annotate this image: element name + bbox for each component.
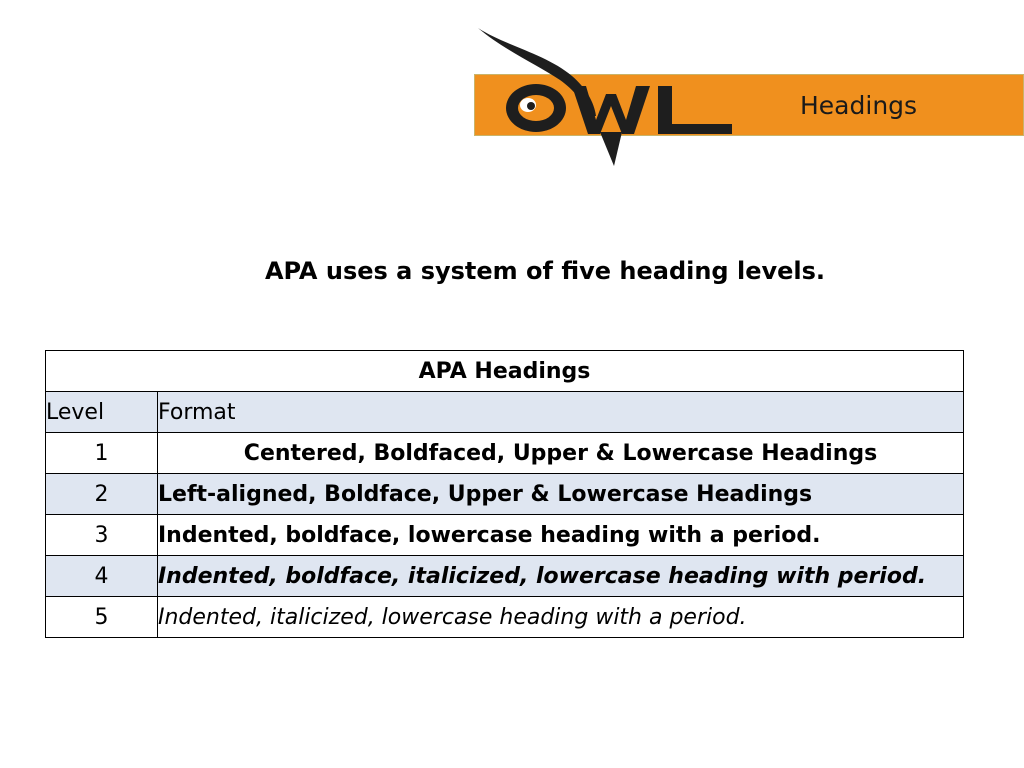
level-column-header: Level bbox=[46, 392, 158, 433]
format-cell: Centered, Boldfaced, Upper & Lowercase Headings bbox=[158, 433, 964, 474]
apa-headings-table bbox=[45, 350, 964, 638]
format-cell: Indented, boldface, italicized, lowercase heading with period. bbox=[158, 556, 964, 597]
table-header-row bbox=[46, 392, 964, 433]
level-cell: 4 bbox=[46, 556, 158, 597]
table-row bbox=[46, 597, 964, 638]
slide-title: Headings bbox=[800, 91, 918, 120]
table-caption: APA Headings bbox=[46, 351, 964, 392]
level-cell: 1 bbox=[46, 433, 158, 474]
format-cell: Left-aligned, Boldface, Upper & Lowercase Headings bbox=[158, 474, 964, 515]
table-row bbox=[46, 515, 964, 556]
level-cell: 5 bbox=[46, 597, 158, 638]
table-row bbox=[46, 433, 964, 474]
table-caption-row bbox=[46, 351, 964, 392]
table-row bbox=[46, 474, 964, 515]
level-cell: 2 bbox=[46, 474, 158, 515]
format-cell: Indented, boldface, lowercase heading with a period. bbox=[158, 515, 964, 556]
level-cell: 3 bbox=[46, 515, 158, 556]
slide-subtitle: APA uses a system of five heading levels. bbox=[264, 257, 826, 285]
format-cell: Indented, italicized, lowercase heading with a period. bbox=[158, 597, 964, 638]
format-column-header: Format bbox=[158, 392, 964, 433]
table-row bbox=[46, 556, 964, 597]
owl-logo bbox=[476, 24, 738, 168]
